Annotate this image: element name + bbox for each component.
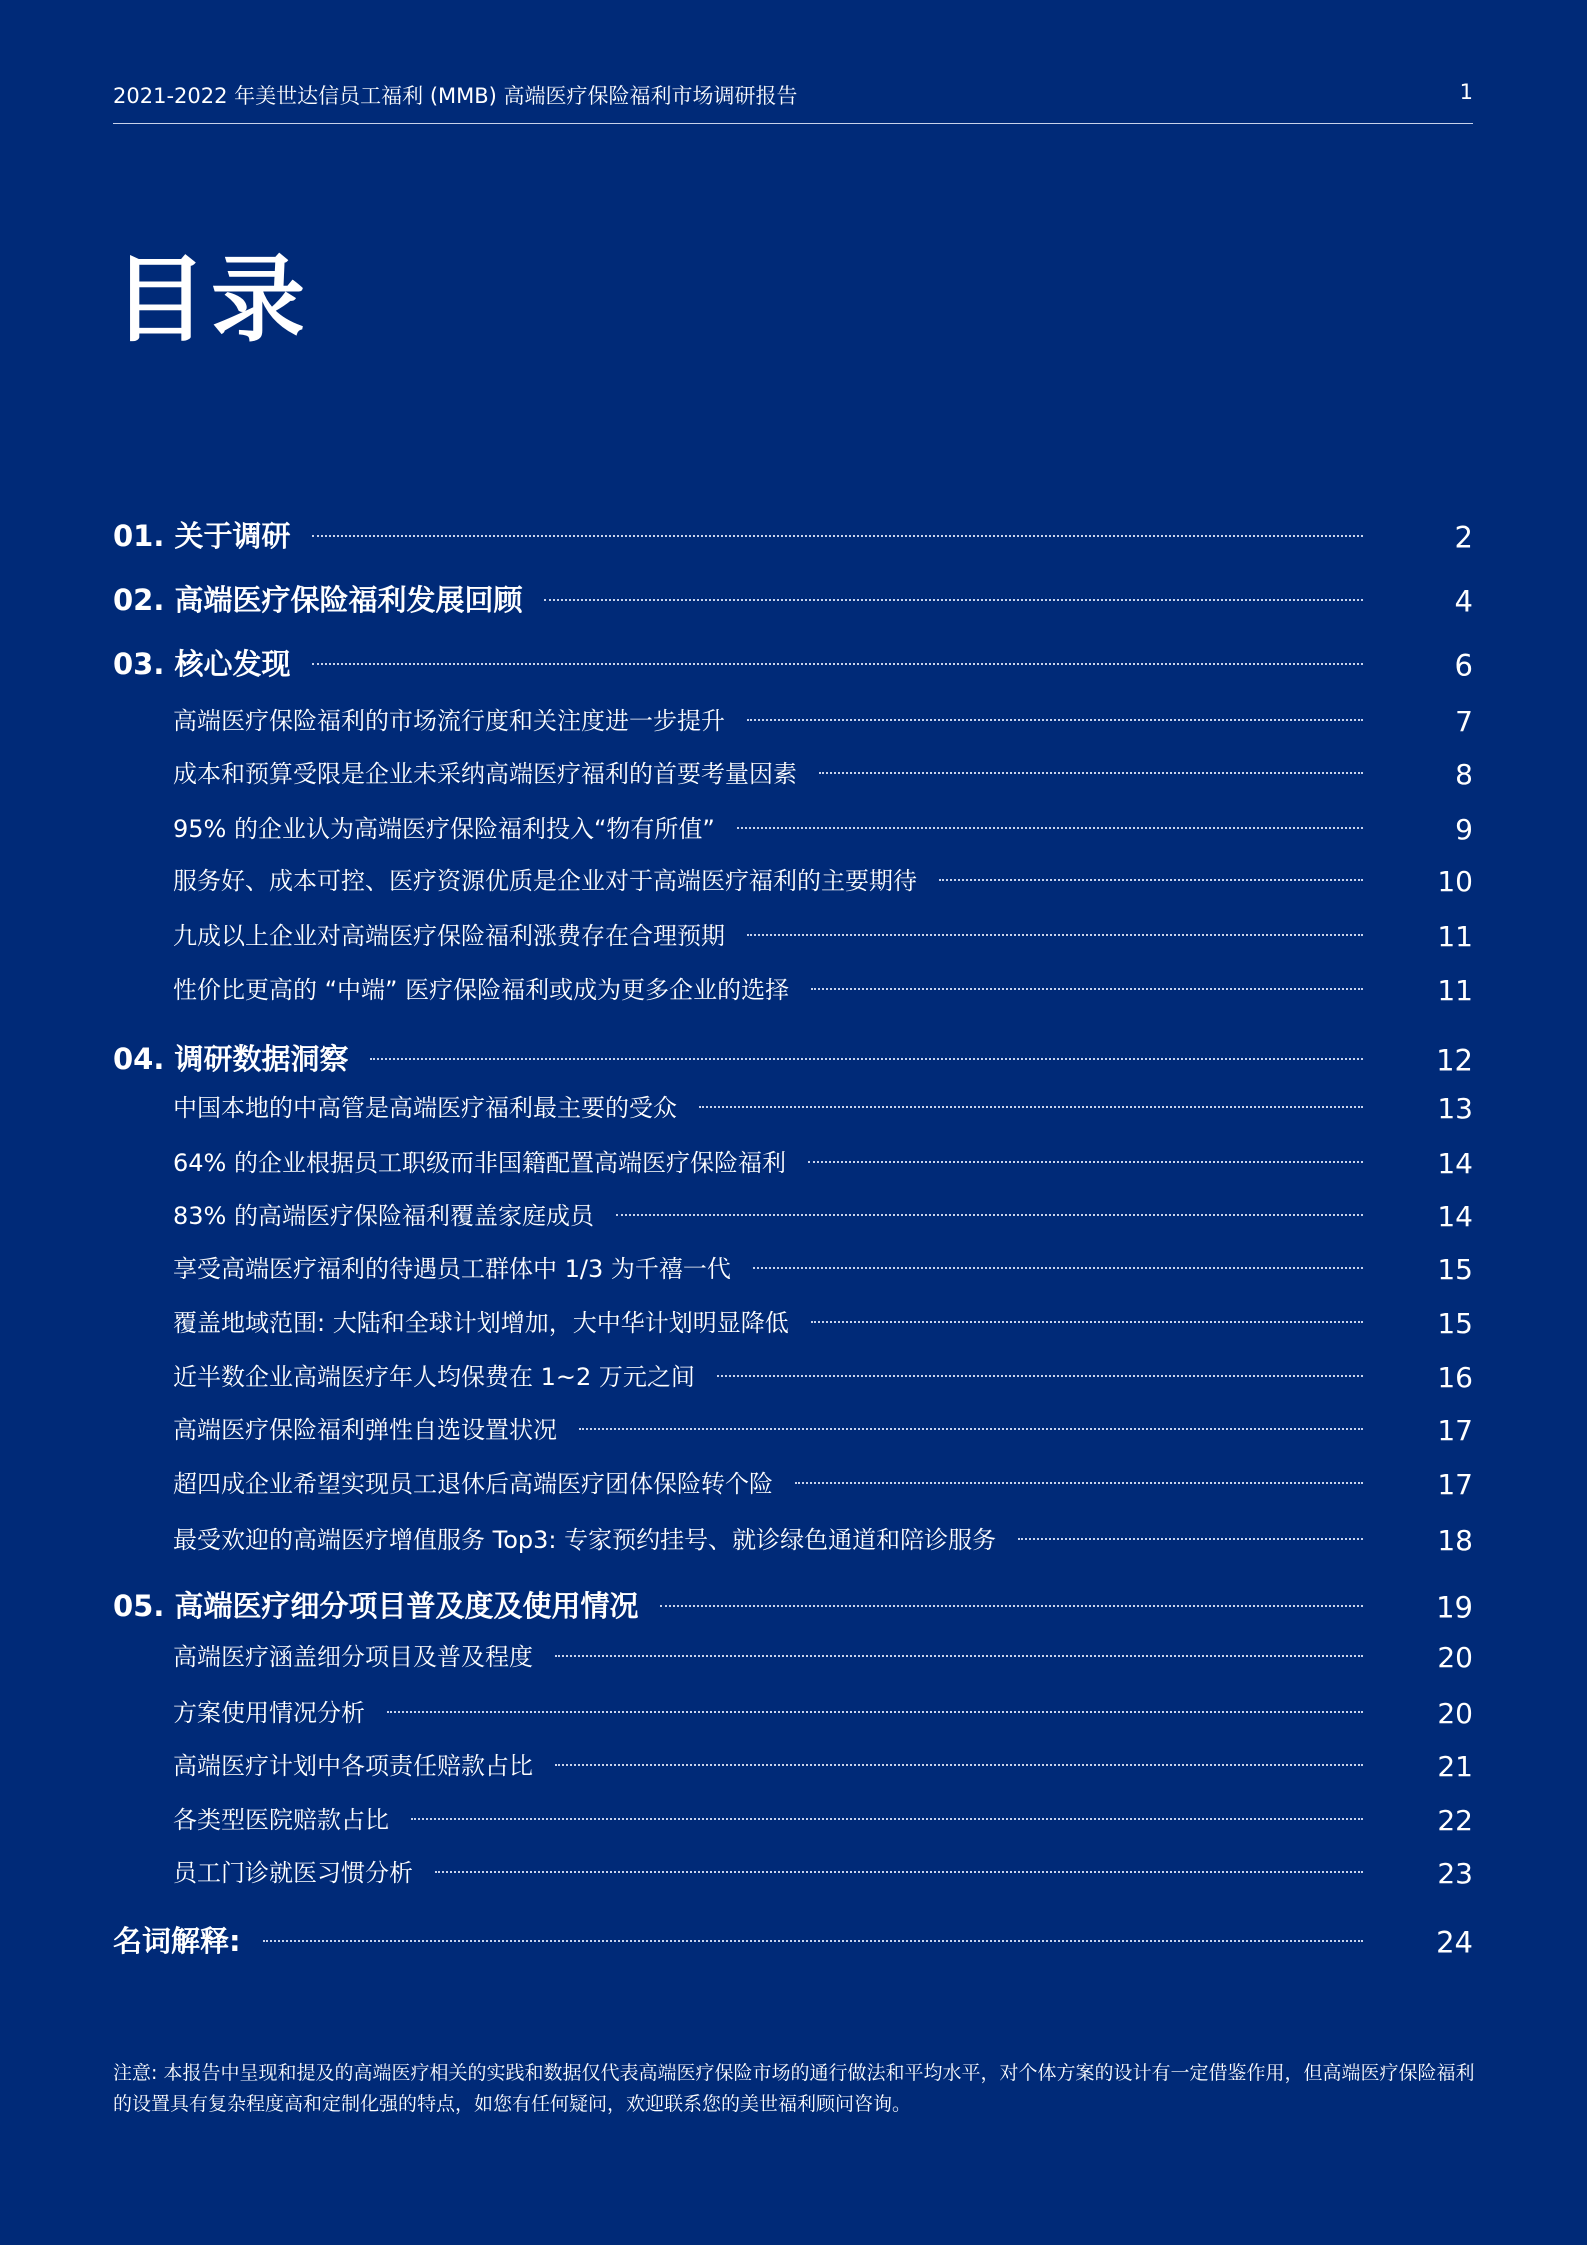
toc-entry-label: 中国本地的中高管是高端医疗福利最主要的受众 xyxy=(173,1093,677,1122)
toc-entry-page: 22 xyxy=(1437,1803,1473,1837)
toc-entry-page: 17 xyxy=(1437,1413,1473,1447)
report-title: 2021-2022 年美世达信员工福利 (MMB) 高端医疗保险福利市场调研报告 xyxy=(113,84,798,108)
dot-leader xyxy=(811,1321,1363,1323)
toc-entry[interactable] xyxy=(113,1848,1473,1892)
toc-entry-label: 05. 高端医疗细分项目普及度及使用情况 xyxy=(113,1588,639,1623)
toc-entry-label: 01. 关于调研 xyxy=(113,518,291,553)
toc-entry-label: 高端医疗计划中各项责任赔款占比 xyxy=(173,1751,533,1780)
toc-entry-page: 9 xyxy=(1455,812,1473,846)
toc-entry-page: 4 xyxy=(1454,584,1473,619)
page-title: 目录 xyxy=(113,246,310,355)
toc-entry-label: 各类型医院赔款占比 xyxy=(173,1805,389,1834)
toc-entry-page: 23 xyxy=(1437,1856,1473,1890)
toc-entry-page: 11 xyxy=(1437,919,1473,953)
toc-entry-label: 04. 调研数据洞察 xyxy=(113,1041,349,1076)
toc-entry[interactable] xyxy=(113,856,1473,900)
toc-entry[interactable] xyxy=(113,1459,1473,1503)
toc-entry-page: 16 xyxy=(1437,1360,1473,1394)
dot-leader xyxy=(544,599,1363,601)
toc-entry[interactable] xyxy=(113,1582,1473,1626)
toc-entry-page: 24 xyxy=(1436,1925,1473,1960)
toc-entry[interactable] xyxy=(113,1298,1473,1342)
toc-entry[interactable] xyxy=(113,1035,1473,1079)
toc-entry[interactable] xyxy=(113,965,1473,1009)
toc-entry-label: 83% 的高端医疗保险福利覆盖家庭成员 xyxy=(173,1201,594,1230)
toc-entry-page: 19 xyxy=(1436,1590,1473,1625)
toc-entry[interactable] xyxy=(113,1795,1473,1839)
toc-entry-page: 20 xyxy=(1437,1696,1473,1730)
dot-leader xyxy=(747,934,1363,936)
toc-entry-page: 21 xyxy=(1437,1749,1473,1783)
dot-leader xyxy=(263,1940,1363,1942)
toc-entry-label: 服务好、成本可控、医疗资源优质是企业对于高端医疗福利的主要期待 xyxy=(173,866,917,895)
dot-leader xyxy=(555,1764,1363,1766)
toc-entry[interactable] xyxy=(113,1244,1473,1288)
dot-leader xyxy=(808,1161,1363,1163)
running-header xyxy=(113,74,1473,124)
toc-entry[interactable] xyxy=(113,1688,1473,1732)
dot-leader xyxy=(819,772,1363,774)
toc-entry-label: 性价比更高的 “中端” 医疗保险福利或成为更多企业的选择 xyxy=(173,975,790,1004)
toc-entry[interactable] xyxy=(113,1083,1473,1127)
toc-entry-label: 九成以上企业对高端医疗保险福利涨费存在合理预期 xyxy=(173,921,725,950)
toc-entry[interactable] xyxy=(113,696,1473,740)
dot-leader xyxy=(435,1871,1363,1873)
toc-entry-page: 18 xyxy=(1437,1523,1473,1557)
toc-entry-page: 17 xyxy=(1437,1467,1473,1501)
page-number: 1 xyxy=(1459,80,1473,104)
toc-entry[interactable] xyxy=(113,1352,1473,1396)
toc-entry-label: 最受欢迎的高端医疗增值服务 Top3: 专家预约挂号、就诊绿色通道和陪诊服务 xyxy=(173,1525,997,1554)
toc-entry-page: 8 xyxy=(1455,757,1473,791)
toc-entry-label: 近半数企业高端医疗年人均保费在 1~2 万元之间 xyxy=(173,1362,695,1391)
toc-entry-label: 03. 核心发现 xyxy=(113,646,291,681)
dot-leader xyxy=(1018,1538,1363,1540)
toc-entry-page: 12 xyxy=(1436,1043,1473,1078)
toc-entry[interactable] xyxy=(113,911,1473,955)
toc-entry[interactable] xyxy=(113,1191,1473,1235)
toc-entry-page: 10 xyxy=(1437,864,1473,898)
toc-entry-label: 高端医疗保险福利弹性自选设置状况 xyxy=(173,1415,557,1444)
toc-entry[interactable] xyxy=(113,512,1473,556)
toc-entry-label: 64% 的企业根据员工职级而非国籍配置高端医疗保险福利 xyxy=(173,1148,786,1177)
toc-entry-page: 6 xyxy=(1454,648,1473,683)
toc-entry-page: 2 xyxy=(1454,520,1473,555)
dot-leader xyxy=(747,719,1363,721)
toc-entry[interactable] xyxy=(113,576,1473,620)
toc-entry[interactable] xyxy=(113,640,1473,684)
dot-leader xyxy=(717,1375,1363,1377)
dot-leader xyxy=(795,1482,1363,1484)
toc-entry-label: 成本和预算受限是企业未采纳高端医疗福利的首要考量因素 xyxy=(173,759,797,788)
toc-entry-label: 高端医疗保险福利的市场流行度和关注度进一步提升 xyxy=(173,706,725,735)
toc-entry-page: 11 xyxy=(1437,973,1473,1007)
toc-entry[interactable] xyxy=(113,1741,1473,1785)
dot-leader xyxy=(811,988,1363,990)
toc-entry-page: 14 xyxy=(1437,1146,1473,1180)
toc-entry-page: 7 xyxy=(1455,704,1473,738)
toc-entry-label: 高端医疗涵盖细分项目及普及程度 xyxy=(173,1642,533,1671)
toc-entry-label: 方案使用情况分析 xyxy=(173,1698,365,1727)
toc-entry[interactable] xyxy=(113,1405,1473,1449)
toc-entry-page: 13 xyxy=(1437,1091,1473,1125)
toc-entry-page: 15 xyxy=(1437,1306,1473,1340)
dot-leader xyxy=(737,827,1363,829)
toc-entry-label: 覆盖地域范围: 大陆和全球计划增加，大中华计划明显降低 xyxy=(173,1308,789,1337)
toc-entry-label: 超四成企业希望实现员工退休后高端医疗团体保险转个险 xyxy=(173,1469,773,1498)
toc-entry-page: 20 xyxy=(1437,1640,1473,1674)
dot-leader xyxy=(387,1711,1363,1713)
toc-entry[interactable] xyxy=(113,1917,1473,1961)
toc-entry-label: 员工门诊就医习惯分析 xyxy=(173,1858,413,1887)
toc-entry-label: 享受高端医疗福利的待遇员工群体中 1/3 为千禧一代 xyxy=(173,1254,731,1283)
dot-leader xyxy=(660,1605,1363,1607)
toc-entry-page: 14 xyxy=(1437,1199,1473,1233)
disclaimer-note: 注意: 本报告中呈现和提及的高端医疗相关的实践和数据仅代表高端医疗保险市场的通行做法和平均水平，对个体方案的设计有一定借鉴作用，但高端医疗保险福利的设置具有复杂程度高和定制化强的特点，如您有任何疑问，欢迎联系您的美世福利顾问咨询。 xyxy=(113,2062,1475,2115)
dot-leader xyxy=(370,1058,1363,1060)
dot-leader xyxy=(555,1655,1363,1657)
toc-entry[interactable] xyxy=(113,1138,1473,1182)
dot-leader xyxy=(616,1214,1363,1216)
dot-leader xyxy=(753,1267,1363,1269)
toc-entry[interactable] xyxy=(113,804,1473,848)
dot-leader xyxy=(411,1818,1363,1820)
toc-entry[interactable] xyxy=(113,1632,1473,1676)
dot-leader xyxy=(312,663,1363,665)
toc-entry-label: 95% 的企业认为高端医疗保险福利投入“物有所值” xyxy=(173,814,715,843)
dot-leader xyxy=(312,535,1363,537)
toc-entry[interactable] xyxy=(113,1515,1473,1559)
dot-leader xyxy=(699,1106,1363,1108)
toc-entry-label: 名词解释: xyxy=(113,1923,241,1958)
dot-leader xyxy=(939,879,1363,881)
toc-entry[interactable] xyxy=(113,749,1473,793)
toc-entry-page: 15 xyxy=(1437,1252,1473,1286)
toc-entry-label: 02. 高端医疗保险福利发展回顾 xyxy=(113,582,523,617)
dot-leader xyxy=(579,1428,1363,1430)
